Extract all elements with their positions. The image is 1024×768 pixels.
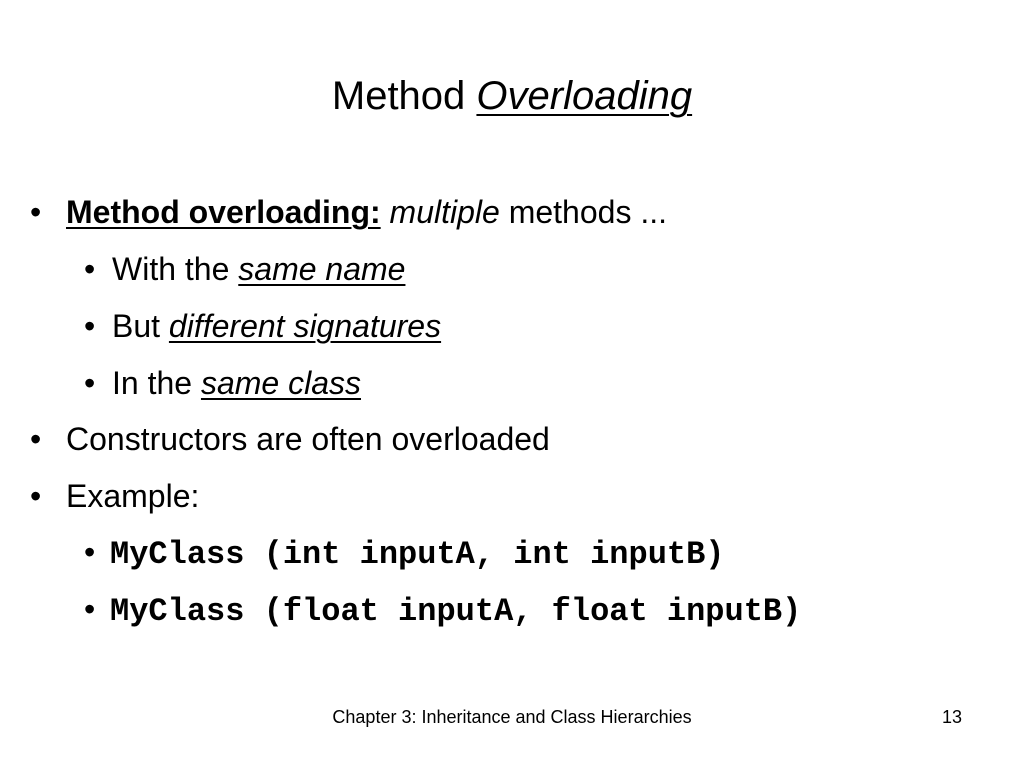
bullet-marker: • <box>84 534 96 570</box>
slide-title <box>0 70 1024 122</box>
bullet-marker: • <box>84 365 96 401</box>
code-example-int <box>84 532 725 575</box>
bullet-example <box>30 476 199 516</box>
bullet-italic-word: multiple <box>389 194 500 230</box>
footer-chapter-title: Chapter 3: Inheritance and Class Hierarchies <box>332 707 692 727</box>
bullet-lead: Method overloading: <box>66 194 381 230</box>
sub-bullet-emphasis: different signatures <box>168 308 442 344</box>
sub-bullet-text: But <box>112 308 161 344</box>
bullet-constructors <box>30 419 550 459</box>
bullet-marker: • <box>84 308 96 344</box>
sub-bullet-same-name <box>84 249 405 289</box>
bullet-marker: • <box>30 478 42 514</box>
bullet-text: Constructors are often overloaded <box>66 421 550 457</box>
bullet-rest: methods ... <box>508 194 667 230</box>
sub-bullet-text: With the <box>112 251 230 287</box>
bullet-marker: • <box>84 591 96 627</box>
sub-bullet-text: In the <box>112 365 193 401</box>
bullet-method-overloading <box>30 192 667 232</box>
sub-bullet-same-class <box>84 363 361 403</box>
bullet-marker: • <box>84 251 96 287</box>
sub-bullet-emphasis: same name <box>238 251 406 287</box>
bullet-marker: • <box>30 194 42 230</box>
code-line: MyClass (float inputA, float inputB) <box>110 593 802 630</box>
sub-bullet-different-signatures <box>84 306 441 346</box>
code-line: MyClass (int inputA, int inputB) <box>110 536 725 573</box>
bullet-marker: • <box>30 421 42 457</box>
title-prefix: Method <box>331 74 466 118</box>
title-emphasis: Overloading <box>476 74 693 118</box>
footer-page-number: 13 <box>941 707 962 727</box>
bullet-text: Example: <box>66 478 200 514</box>
code-example-float <box>84 589 801 632</box>
sub-bullet-emphasis: same class <box>200 365 361 401</box>
